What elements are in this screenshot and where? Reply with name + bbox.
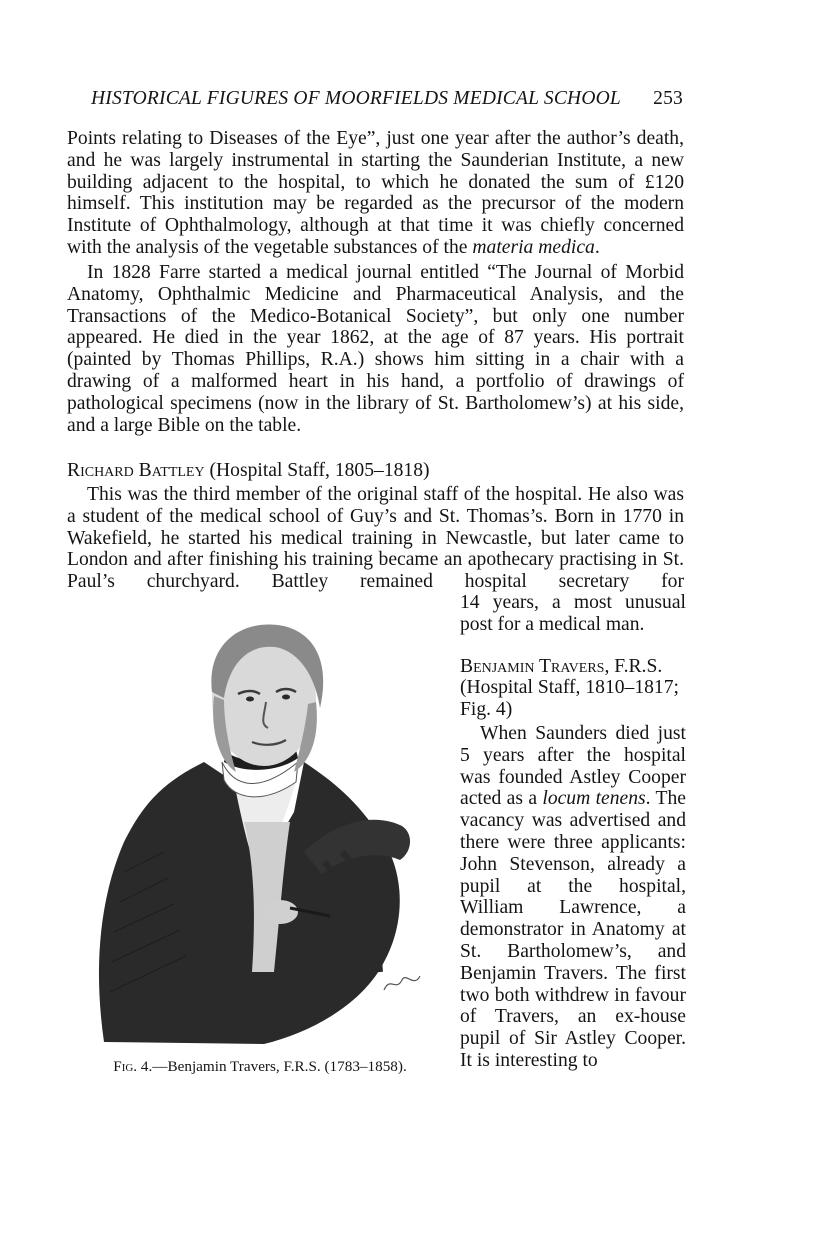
figure-caption-text: .—Benjamin Travers, F.R.S. (1783–1858). [148, 1058, 407, 1075]
body-paragraph-3 [67, 484, 684, 593]
section-heading-travers [460, 656, 686, 721]
para1-italic: materia medica [472, 236, 595, 258]
para1-text-end: . [594, 236, 600, 258]
para3-text: This was the third member of the original staff of the hospital. He also was a student of the medical school of Guy’s and St. Thomas’s. Born in 1770 in Wakefield, he started his medical training in Newcastle, but later came to London and after finishing his training became an apothecary practising in St. Paul’s churchyard. Battley remained hospital secretary for [67, 484, 684, 593]
body-paragraph-1 [67, 128, 684, 259]
heading-name-battley: Richard Battley [67, 460, 205, 481]
para4-text-end: . The vacancy was advertised and there were three applicants: John Stevenson, already a pupil at the hospital, William Lawrence, a demonstrator in Anatomy at St. Bartholomew’s, and Benjamin Travers. The first two both withdrew in favour of Travers, an ex-house pupil of Sir Astley Cooper. It is interesting to [460, 788, 687, 1071]
body-paragraph-4 [460, 723, 686, 1072]
figure-portrait [84, 612, 440, 1052]
para2-text: In 1828 Farre started a medical journal entitled “The Journal of Morbid Anatomy, Ophthalmic Medicine and Pharmaceutical Analysis, and the Transactions of the Medico-Botanical Society”, but only one number appeared. He died in the year 1862, at the age of 87 years. His portrait (painted by Thomas Phillips, R.A.) shows him sitting in a chair with a drawing of a malformed heart in his hand, a portfolio of drawings of pathological specimens (now in the library of St. Bartholomew’s) at his side, and a large Bible on the table. [67, 262, 684, 436]
para3-continuation: 14 years, a most unusual post for a medical man. [460, 592, 686, 635]
page-number: 253 [653, 88, 683, 109]
heading-name-travers: Benjamin Travers [460, 655, 605, 677]
running-head-title: HISTORICAL FIGURES OF MOORFIELDS MEDICAL SCHOOL [91, 88, 621, 109]
heading-detail-battley: (Hospital Staff, 1805–1818) [204, 460, 430, 481]
figure-label: Fig. 4 [113, 1058, 149, 1075]
body-paragraph-2 [67, 262, 684, 436]
para4-text: When Saunders died just 5 years after the hospital was founded Astley Cooper acted as a [460, 722, 686, 810]
side-column [460, 592, 686, 1072]
portrait-engraving [99, 624, 420, 1044]
heading-detail-travers: , F.R.S. (Hospital Staff, 1810–1817; Fig. 4) [460, 655, 679, 721]
running-head [91, 88, 683, 110]
section-heading-battley [67, 460, 430, 482]
para1-text: Points relating to Diseases of the Eye”, just one year after the author’s death, and he was largely instrumental in starting the Saunderian Institute, a new building adjacent to the hospital, to which he donated the sum of £120 himself. This institution may be regarded as the precursor of the modern Institute of Ophthalmology, although at that time it was chiefly concerned with the analysis of the vegetable substances of the [67, 128, 684, 258]
para4-italic: locum tenens [542, 788, 646, 810]
figure-caption [90, 1058, 430, 1076]
